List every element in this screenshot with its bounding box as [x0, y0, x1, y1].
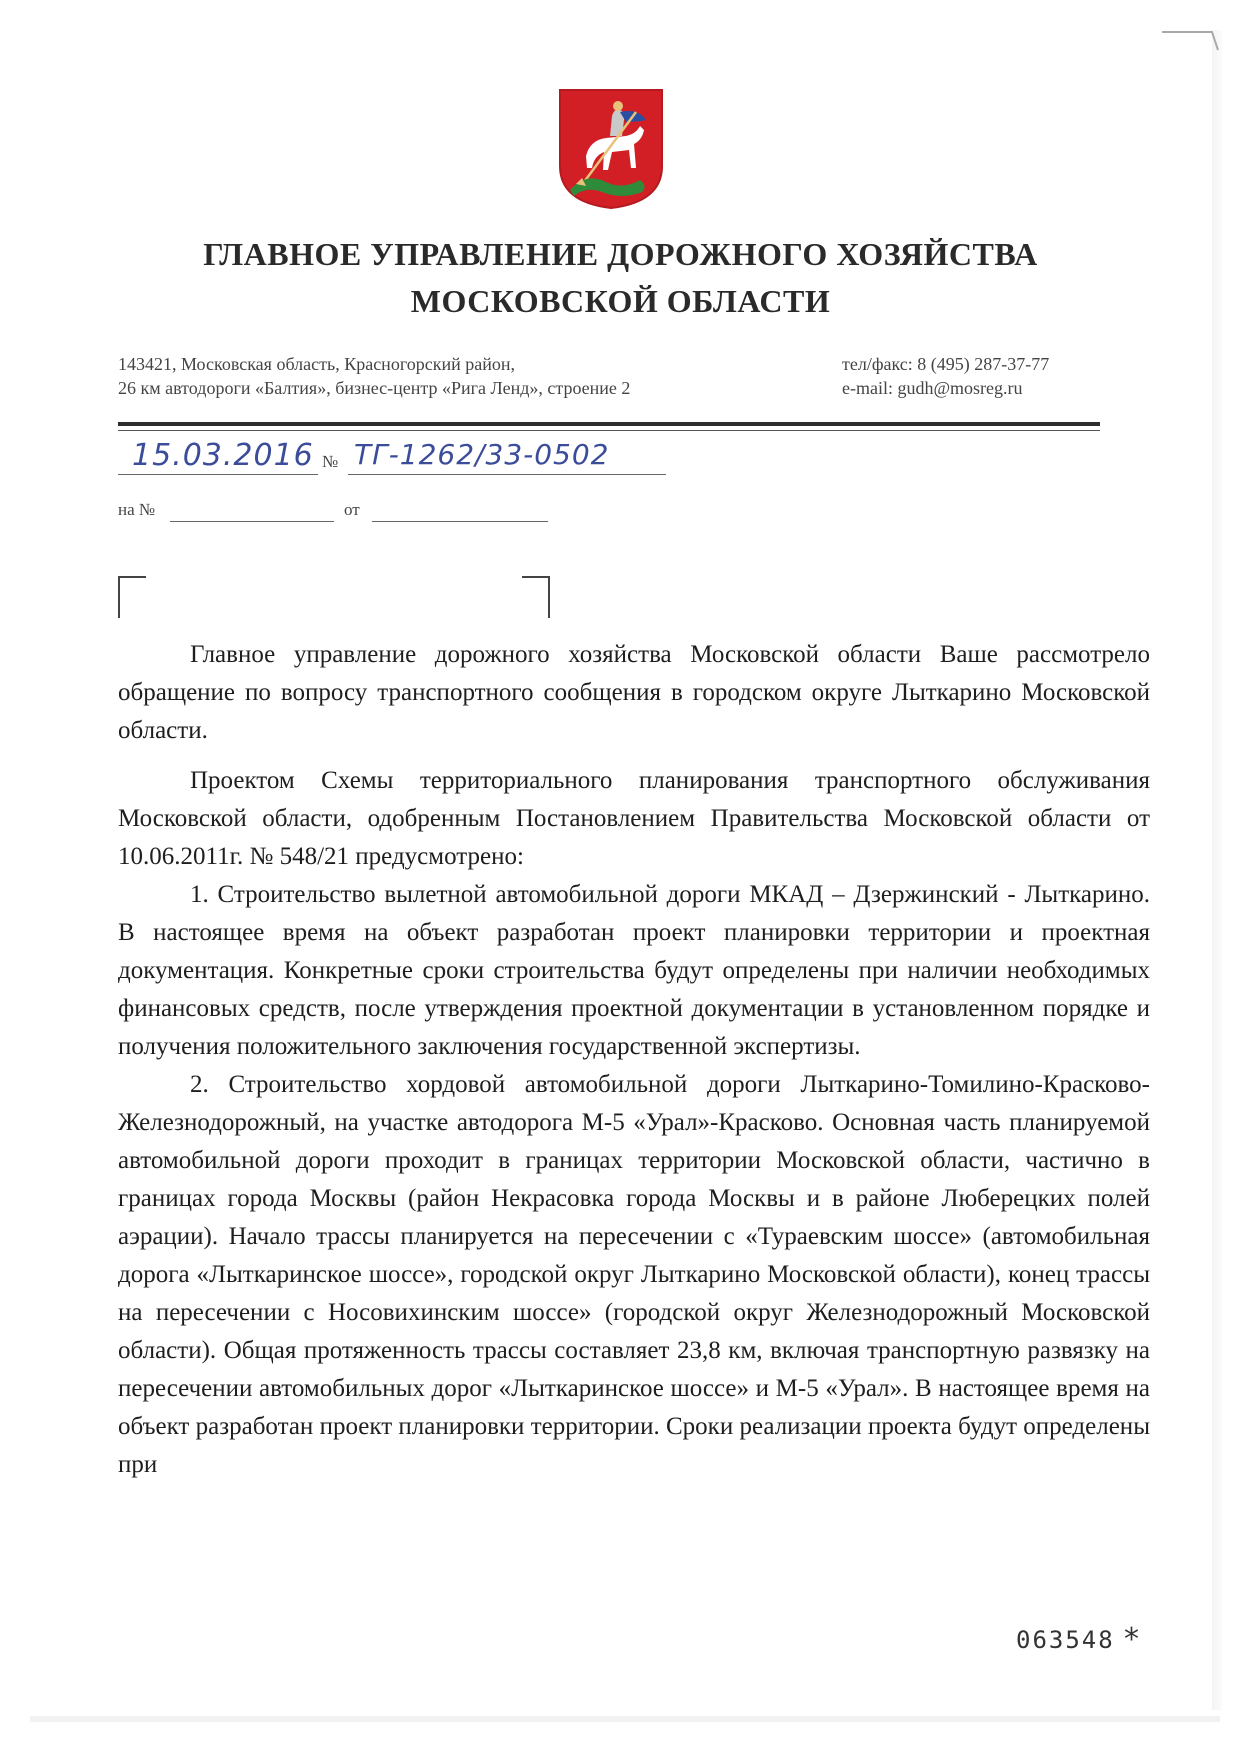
address-line-1: 143421, Московская область, Красногорский район, [118, 354, 516, 374]
serial-star-mark: * [1124, 1622, 1139, 1657]
date-underline [118, 474, 318, 475]
body-paragraph: 1. Строительство вылетной автомобильной дороги МКАД – Дзержинский - Лыткарино. В настоящее время на объект разработан проект планировки территории и проектная документация. Конкретные сроки строительства будут определены при наличии необходимых финансовых средств, после утверждения проектной документации в установленном порядке и получения положительного заключения государственной экспертизы. [118, 881, 1150, 1060]
letter-body [118, 636, 1150, 1484]
header-divider-thick [118, 422, 1100, 426]
postal-address [118, 352, 630, 400]
email-address: e-mail: gudh@mosreg.ru [842, 378, 1023, 398]
body-paragraph: 2. Строительство хордовой автомобильной дороги Лыткарино-Томилино-Красково-Железнодорожный, на участке автодорога М-5 «Урал»-Красково. Основная часть планируемой автомобильной дороги проходит в границах территории Московской области, частично в границах города Москвы (район Некрасовка города Москвы и в районе Люберецких полей аэрации). Начало трассы планируется на пересечении с «Тураевским шоссе» (автомобильная дорога «Лыткаринское шоссе», городской округ Лыткарино Московской области), конец трассы на пересечении с Носовихинским шоссе» (городской округ Железнодорожный Московской области). Общая протяженность трассы составляет 23,8 км, включая транспортную развязку на пересечении автомобильных дорог «Лыткаринское шоссе» и М-5 «Урал». В настоящее время на объект разработан проект планировки территории. Сроки реализации проекта будут определены при [118, 1071, 1150, 1478]
organization-name-line-1: ГЛАВНОЕ УПРАВЛЕНИЕ ДОРОЖНОГО ХОЗЯЙСТВА [203, 236, 1038, 272]
reply-to-number-label: на № [118, 500, 156, 519]
reply-to-number-blank [170, 521, 334, 522]
organization-name-line-2: МОСКОВСКОЙ ОБЛАСТИ [410, 283, 831, 319]
reply-from-label: от [344, 500, 360, 519]
body-paragraph: Проектом Схемы территориального планирования транспортного обслуживания Московской области, одобренным Постановлением Правительства Московской области от 10.06.2011г. № 548/21 предусмотрено: [118, 767, 1150, 870]
contacts [842, 352, 1049, 400]
handwritten-reference-number: ТГ-1262/33-0502 [354, 438, 610, 471]
page-edge-shadow [1212, 30, 1222, 1710]
outgoing-reference [118, 438, 718, 478]
form-serial-number: 063548 [1016, 1626, 1115, 1654]
addressee-bracket-right [522, 576, 550, 618]
handwritten-date: 15.03.2016 [132, 438, 314, 473]
reply-from-blank [372, 521, 548, 522]
body-paragraph: Главное управление дорожного хозяйства Московской области Ваше рассмотрело обращение по вопросу транспортного сообщения в городском округе Лыткарино Московской области. [118, 641, 1150, 744]
header-divider-thin [118, 430, 1100, 431]
addressee-bracket-left [118, 576, 146, 618]
page-corner-fold [1160, 30, 1220, 54]
page-bottom-shadow [30, 1716, 1220, 1722]
number-label: № [322, 452, 339, 471]
number-underline [348, 474, 666, 475]
moscow-oblast-coat-of-arms-icon [556, 86, 666, 210]
phone-fax: тел/факс: 8 (495) 287-37-77 [842, 354, 1050, 374]
address-line-2: 26 км автодороги «Балтия», бизнес-центр «Рига Ленд», строение 2 [118, 378, 631, 398]
